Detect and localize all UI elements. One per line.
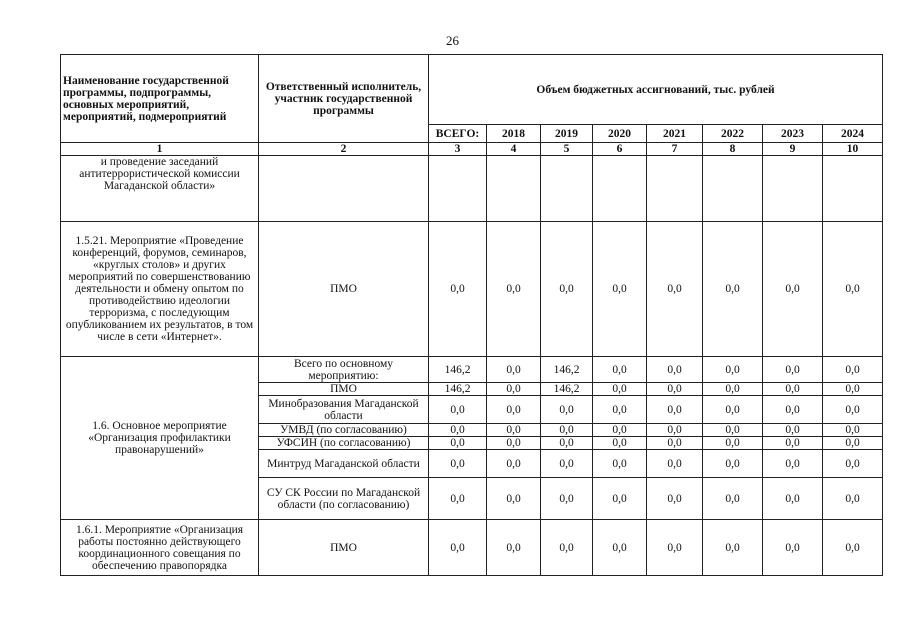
column-number: 4: [487, 143, 541, 156]
value-cell: 0,0: [703, 396, 763, 424]
value-cell: 0,0: [763, 396, 823, 424]
value-cell: 0,0: [593, 520, 647, 576]
table-row: [61, 520, 883, 576]
value-cell: [763, 156, 823, 222]
value-cell: 0,0: [647, 424, 703, 437]
value-cell: 0,0: [429, 437, 487, 450]
value-cell: 0,0: [703, 450, 763, 478]
value-cell: 0,0: [763, 437, 823, 450]
header-year: 2018: [487, 125, 541, 143]
value-cell: 0,0: [487, 383, 541, 396]
value-cell: 0,0: [647, 222, 703, 357]
value-cell: 0,0: [823, 437, 883, 450]
row-executor: Всего по основному мероприятию:: [259, 357, 429, 383]
header-name-column: Наименование государственной программы, подпрограммы, основных мероприятий, мероприятий, подмероприятий: [61, 55, 259, 143]
row-executor: [259, 156, 429, 222]
row-executor: Минтруд Магаданской области: [259, 450, 429, 478]
column-number: 6: [593, 143, 647, 156]
header-year: 2023: [763, 125, 823, 143]
value-cell: 0,0: [763, 357, 823, 383]
value-cell: 0,0: [593, 383, 647, 396]
row-executor: Минобразования Магаданской области: [259, 396, 429, 424]
value-cell: 0,0: [487, 396, 541, 424]
value-cell: 0,0: [703, 520, 763, 576]
value-cell: 0,0: [763, 520, 823, 576]
value-cell: 0,0: [541, 450, 593, 478]
header-executor-column: Ответственный исполнитель, участник государственной программы: [259, 55, 429, 143]
value-cell: [429, 156, 487, 222]
value-cell: 0,0: [541, 437, 593, 450]
header-year: 2019: [541, 125, 593, 143]
row-executor: СУ СК России по Магаданской области (по согласованию): [259, 478, 429, 520]
value-cell: 0,0: [823, 396, 883, 424]
value-cell: 0,0: [487, 478, 541, 520]
value-cell: 0,0: [823, 520, 883, 576]
value-cell: 0,0: [429, 424, 487, 437]
row-executor: ПМО: [259, 383, 429, 396]
header-year-total: ВСЕГО:: [429, 125, 487, 143]
budget-table: [60, 54, 883, 576]
column-number: 10: [823, 143, 883, 156]
header-year: 2021: [647, 125, 703, 143]
column-number: 5: [541, 143, 593, 156]
value-cell: 0,0: [593, 396, 647, 424]
value-cell: 0,0: [763, 450, 823, 478]
header-year: 2022: [703, 125, 763, 143]
row-executor: УФСИН (по согласованию): [259, 437, 429, 450]
header-budget: Объем бюджетных ассигнований, тыс. рублей: [429, 55, 883, 125]
column-number: 9: [763, 143, 823, 156]
value-cell: [647, 156, 703, 222]
value-cell: 146,2: [541, 357, 593, 383]
header-year: 2024: [823, 125, 883, 143]
row-name: 1.6.1. Мероприятие «Организация работы постоянно действующего координационного совещания по обеспечению правопорядка: [61, 520, 259, 576]
value-cell: 0,0: [823, 478, 883, 520]
value-cell: 0,0: [429, 222, 487, 357]
value-cell: 0,0: [763, 222, 823, 357]
row-name: и проведение заседаний антитеррористической комиссии Магаданской области»: [61, 156, 259, 222]
value-cell: 0,0: [703, 357, 763, 383]
value-cell: 0,0: [703, 478, 763, 520]
value-cell: 0,0: [541, 396, 593, 424]
value-cell: [487, 156, 541, 222]
value-cell: 0,0: [541, 222, 593, 357]
row-name: 1.6. Основное мероприятие «Организация профилактики правонарушений»: [61, 357, 259, 520]
value-cell: 0,0: [823, 383, 883, 396]
value-cell: 0,0: [763, 383, 823, 396]
column-number: 3: [429, 143, 487, 156]
value-cell: 0,0: [763, 478, 823, 520]
column-number: 1: [61, 143, 259, 156]
value-cell: [593, 156, 647, 222]
column-number: 7: [647, 143, 703, 156]
value-cell: 0,0: [763, 424, 823, 437]
value-cell: [703, 156, 763, 222]
value-cell: 146,2: [429, 357, 487, 383]
table-row: [61, 156, 883, 222]
table-row: [61, 222, 883, 357]
table-row: [61, 357, 883, 383]
value-cell: 0,0: [487, 437, 541, 450]
value-cell: 0,0: [593, 450, 647, 478]
value-cell: 0,0: [593, 478, 647, 520]
value-cell: 0,0: [647, 396, 703, 424]
row-name: 1.5.21. Мероприятие «Проведение конференций, форумов, семинаров, «круглых столов» и других мероприятий по совершенствованию деятельности и обмену опытом по противодействию идеологии терроризма, с последующим опубликованием их результатов, в том числе в сети «Интернет».: [61, 222, 259, 357]
value-cell: 0,0: [487, 424, 541, 437]
value-cell: 0,0: [647, 437, 703, 450]
row-executor: ПМО: [259, 520, 429, 576]
value-cell: 0,0: [703, 437, 763, 450]
column-number: 2: [259, 143, 429, 156]
value-cell: [823, 156, 883, 222]
value-cell: 0,0: [647, 520, 703, 576]
column-number: 8: [703, 143, 763, 156]
value-cell: [541, 156, 593, 222]
value-cell: 0,0: [823, 357, 883, 383]
value-cell: 0,0: [593, 437, 647, 450]
value-cell: 0,0: [703, 383, 763, 396]
value-cell: 146,2: [429, 383, 487, 396]
value-cell: 0,0: [429, 450, 487, 478]
row-executor: ПМО: [259, 222, 429, 357]
value-cell: 146,2: [541, 383, 593, 396]
value-cell: 0,0: [487, 520, 541, 576]
value-cell: 0,0: [429, 396, 487, 424]
value-cell: 0,0: [593, 222, 647, 357]
value-cell: 0,0: [541, 520, 593, 576]
value-cell: 0,0: [487, 222, 541, 357]
value-cell: 0,0: [541, 424, 593, 437]
value-cell: 0,0: [429, 478, 487, 520]
value-cell: 0,0: [647, 357, 703, 383]
value-cell: 0,0: [703, 424, 763, 437]
value-cell: 0,0: [593, 357, 647, 383]
page-number: 26: [446, 33, 459, 48]
value-cell: 0,0: [823, 222, 883, 357]
value-cell: 0,0: [647, 478, 703, 520]
value-cell: 0,0: [647, 450, 703, 478]
value-cell: 0,0: [541, 478, 593, 520]
value-cell: 0,0: [823, 424, 883, 437]
header-year: 2020: [593, 125, 647, 143]
value-cell: 0,0: [429, 520, 487, 576]
value-cell: 0,0: [487, 357, 541, 383]
value-cell: 0,0: [487, 450, 541, 478]
value-cell: 0,0: [703, 222, 763, 357]
row-executor: УМВД (по согласованию): [259, 424, 429, 437]
value-cell: 0,0: [593, 424, 647, 437]
value-cell: 0,0: [823, 450, 883, 478]
value-cell: 0,0: [647, 383, 703, 396]
